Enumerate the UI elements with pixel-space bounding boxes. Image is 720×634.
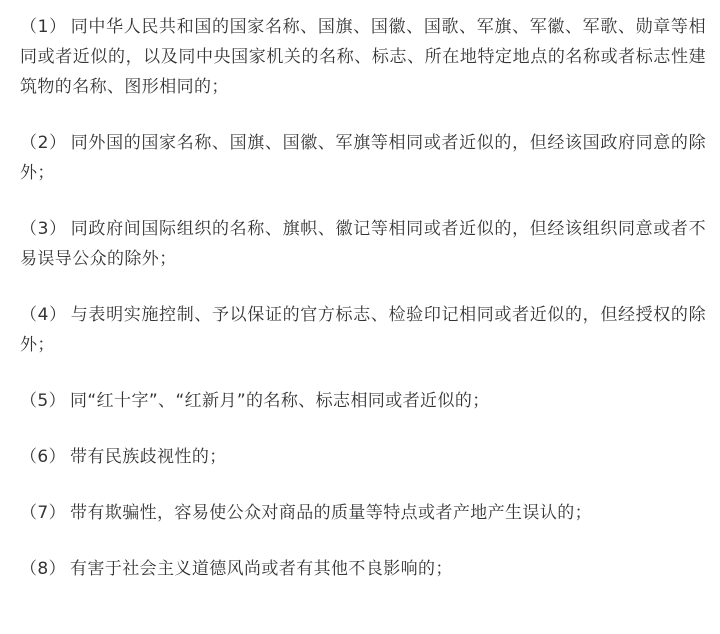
clause-1: [20, 12, 706, 102]
clause-2: [20, 128, 706, 188]
clause-number: （5）: [20, 391, 67, 411]
clause-number: （1）: [20, 17, 67, 37]
clause-number: （7）: [20, 503, 67, 523]
clause-text: 带有欺骗性，容易使公众对商品的质量等特点或者产地产生误认的；: [70, 503, 593, 523]
clause-text: 同外国的国家名称、国旗、国徽、军旗等相同或者近似的，但经该国政府同意的除外；: [20, 133, 706, 183]
clause-text: 与表明实施控制、予以保证的官方标志、检验印记相同或者近似的，但经授权的除外；: [20, 305, 706, 355]
clause-8: [20, 554, 706, 584]
clause-6: [20, 442, 706, 472]
clause-number: （4）: [20, 305, 67, 325]
clause-text: 同政府间国际组织的名称、旗帜、徽记等相同或者近似的，但经该组织同意或者不易误导公众的除外；: [20, 219, 706, 269]
clause-number: （2）: [20, 133, 67, 153]
clause-3: [20, 214, 706, 274]
clause-number: （8）: [20, 559, 67, 579]
clause-number: （6）: [20, 447, 67, 467]
clause-5: [20, 386, 706, 416]
clause-text: 带有民族歧视性的；: [70, 447, 227, 467]
clause-text: 同中华人民共和国的国家名称、国旗、国徽、国歌、军旗、军徽、军歌、勋章等相同或者近似的，以及同中央国家机关的名称、标志、所在地特定地点的名称或者标志性建筑物的名称、图形相同的；: [20, 17, 706, 97]
clause-text: 有害于社会主义道德风尚或者有其他不良影响的；: [70, 559, 453, 579]
clause-7: [20, 498, 706, 528]
clause-text: 同“红十字”、“红新月”的名称、标志相同或者近似的；: [70, 391, 490, 411]
clause-4: [20, 300, 706, 360]
clause-number: （3）: [20, 219, 67, 239]
